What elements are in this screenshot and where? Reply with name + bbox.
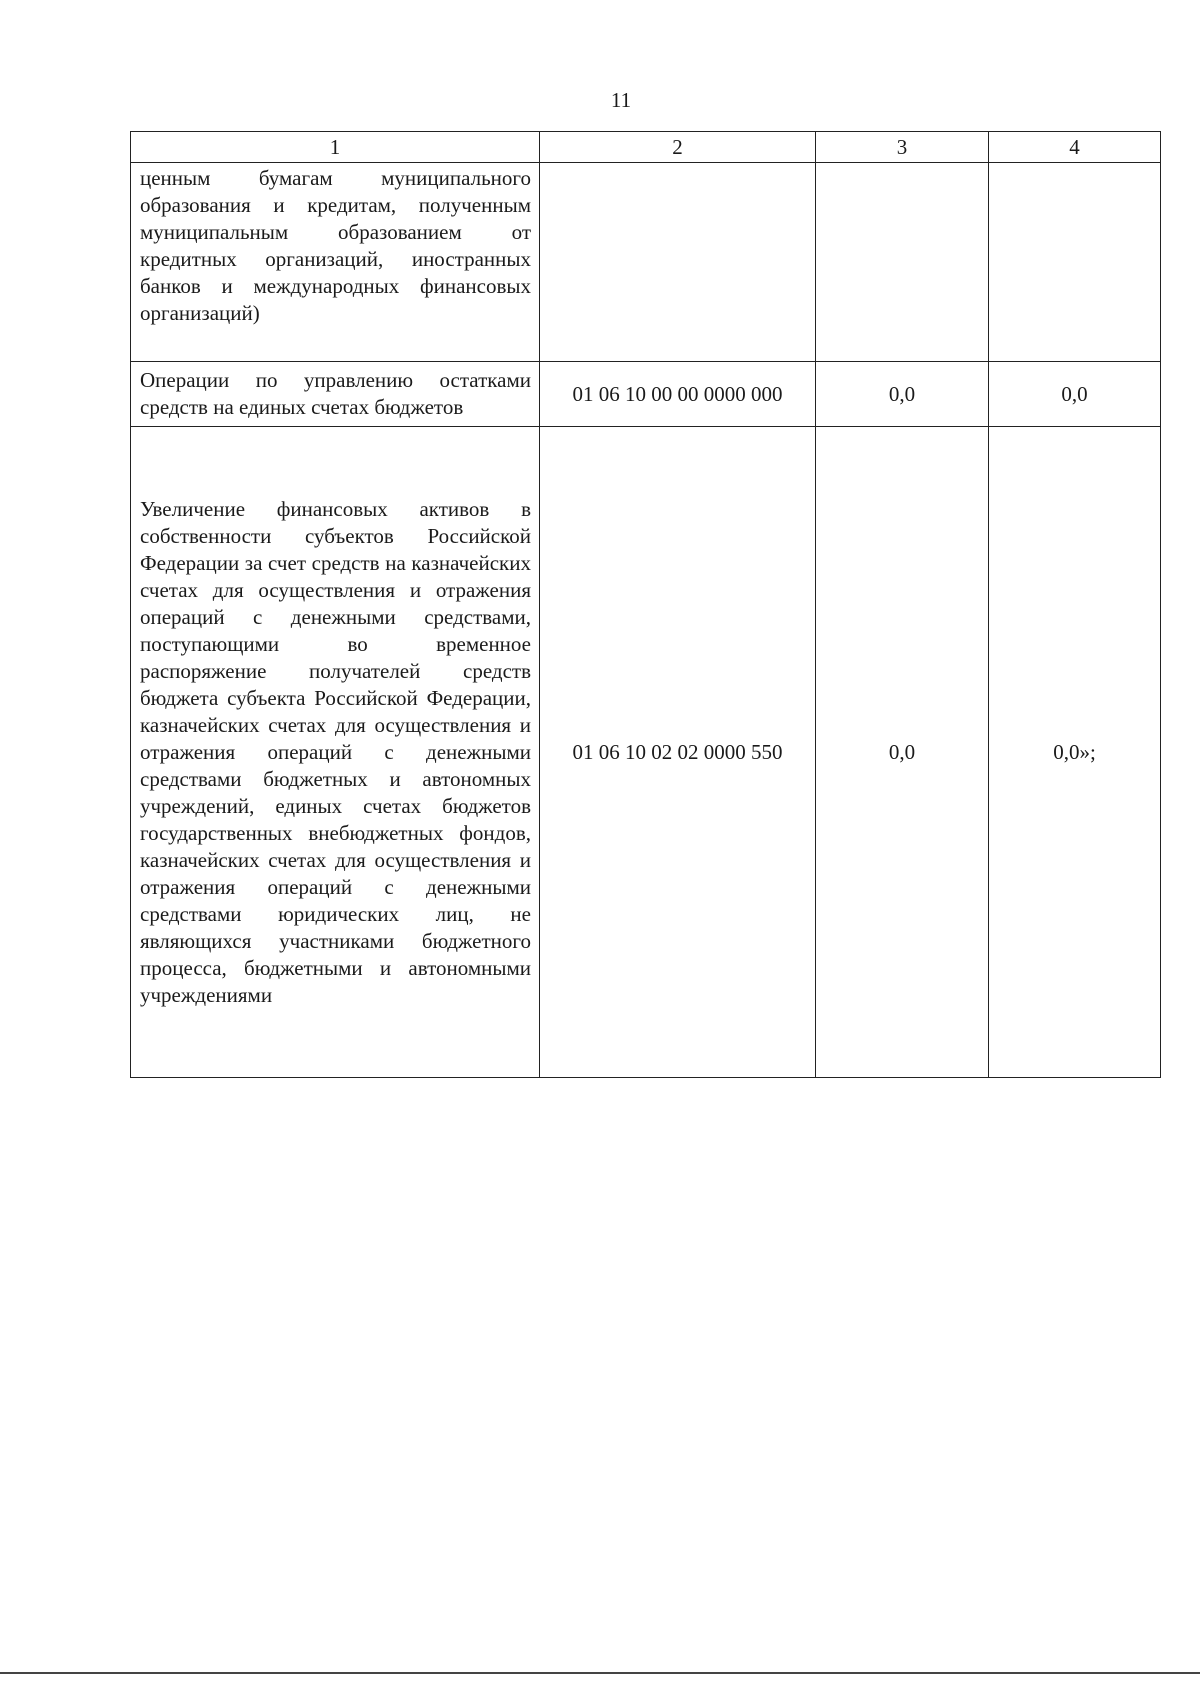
row-value-4: 0,0 xyxy=(989,362,1161,427)
column-header-1: 1 xyxy=(131,132,540,163)
column-header-4: 4 xyxy=(989,132,1161,163)
table-row xyxy=(131,362,1161,427)
row-code: 01 06 10 00 00 0000 000 xyxy=(540,362,816,427)
table-row xyxy=(131,163,1161,362)
row-value-3: 0,0 xyxy=(816,427,989,1078)
row-description: Увеличение финансовых активов в собственности субъектов Российской Федерации за счет средств на казначейских счетах для осуществления и отражения операций с денежными средствами, поступающими во временное распоряжение получателей средств бюджета субъекта Российской Федерации, казначейских счетах для осуществления и отражения операций с денежными средствами бюджетных и автономных учреждений, единых счетах бюджетов государственных внебюджетных фондов, казначейских счетах для осуществления и отражения операций с денежными средствами юридических лиц, не являющихся участниками бюджетного процесса, бюджетными и автономными учреждениями xyxy=(131,427,540,1078)
bottom-scan-line xyxy=(0,1672,1200,1674)
sources-table xyxy=(130,131,1161,1078)
row-value-4: 0,0»; xyxy=(989,427,1161,1078)
row-value-3 xyxy=(816,163,989,362)
row-code xyxy=(540,163,816,362)
page-number: 11 xyxy=(610,88,632,112)
table-row xyxy=(131,427,1161,1078)
row-description: ценным бумагам муниципального образования и кредитам, полученным муниципальным образованием от кредитных организаций, иностранных банков и международных финансовых организаций) xyxy=(131,163,540,362)
row-value-4 xyxy=(989,163,1161,362)
row-code: 01 06 10 02 02 0000 550 xyxy=(540,427,816,1078)
row-value-3: 0,0 xyxy=(816,362,989,427)
column-header-2: 2 xyxy=(540,132,816,163)
table-header-row xyxy=(131,132,1161,163)
column-header-3: 3 xyxy=(816,132,989,163)
row-description: Операции по управлению остатками средств на единых счетах бюджетов xyxy=(131,362,540,427)
